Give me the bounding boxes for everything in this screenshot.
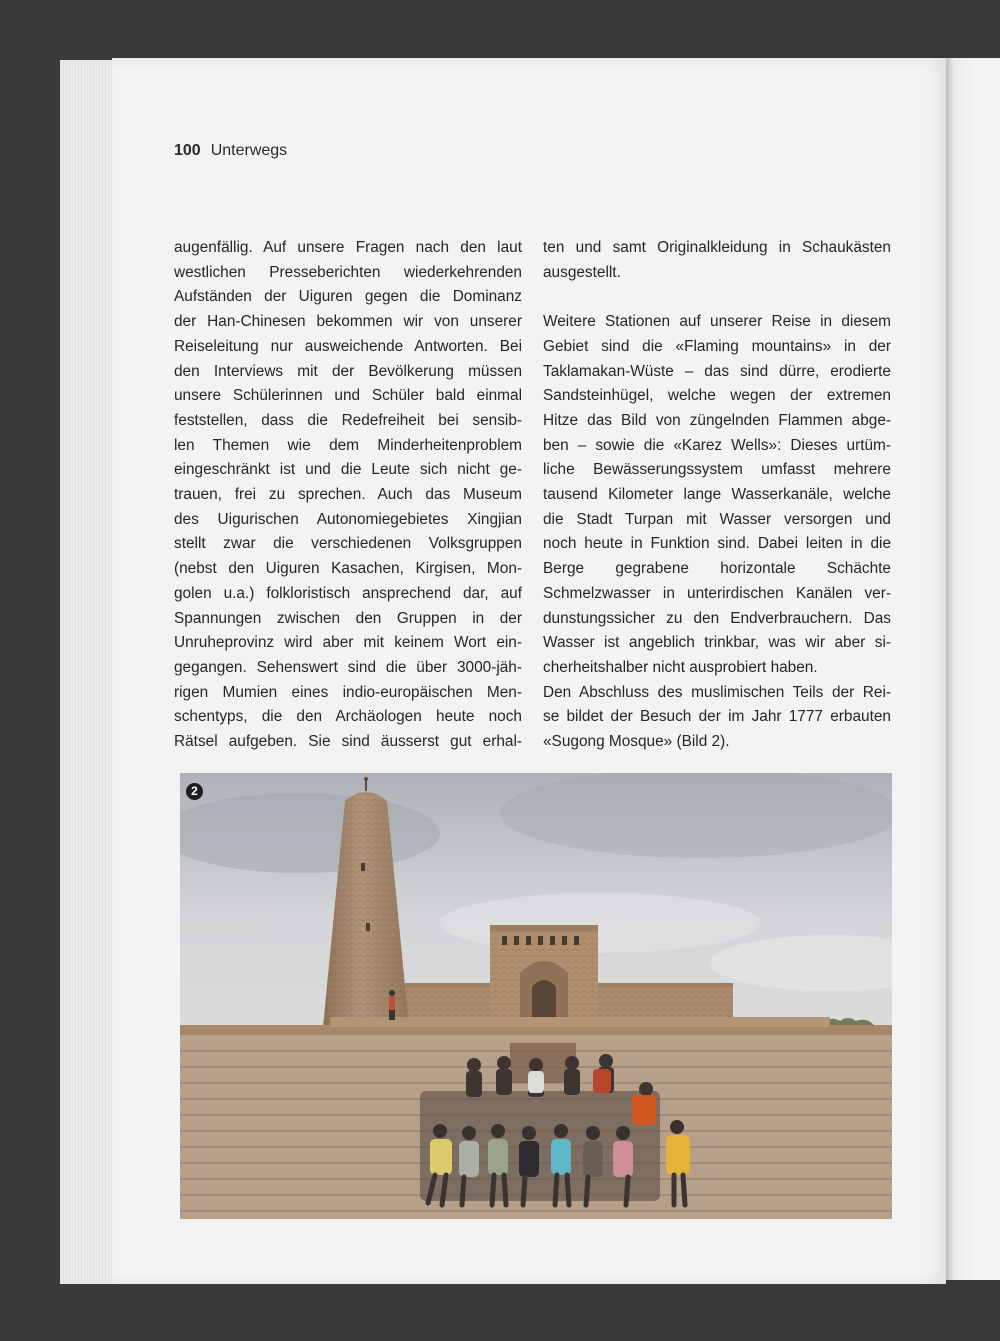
- section-title: Unterwegs: [210, 142, 288, 159]
- text-line: eingeschränkt ist und die Leute sich nicht ge-: [174, 461, 522, 479]
- text-line: feststellen, dass die Redefreiheit bei sensib-: [174, 411, 522, 429]
- page-edge-stack: [60, 60, 120, 1284]
- text-line: Gebiet sind die «Flaming mountains» in der: [543, 337, 891, 355]
- text-line: len Themen wie dem Minderheitenproblem: [174, 436, 522, 454]
- left-text-column: [174, 236, 522, 755]
- text-line: den Interviews mit der Bevölkerung müssen: [174, 362, 522, 380]
- text-line: ausgestellt.: [543, 263, 621, 281]
- text-line: westlichen Presseberichten wiederkehrenden: [174, 263, 522, 281]
- text-line: tausend Kilometer lange Wasserkanäle, welche: [543, 486, 891, 504]
- text-line: Berge gegrabene horizontale Schächte: [543, 560, 891, 578]
- text-line: stellt zwar die verschiedenen Volksgruppen: [174, 535, 522, 553]
- text-line: ben – sowie die «Karez Wells»: Dieses urtüm-: [543, 436, 891, 454]
- facing-page-edge: [946, 58, 1000, 1280]
- text-line: (nebst den Uiguren Kasachen, Kirgisen, Mon-: [174, 560, 522, 578]
- paragraph-gap: [543, 285, 891, 310]
- text-line: rigen Mumien eines indio-europäischen Men-: [174, 683, 522, 701]
- page-number: 100: [174, 142, 201, 159]
- text-line: gegangen. Sehenswert sind die über 3000-jäh-: [174, 658, 522, 676]
- mosque-photo: [180, 773, 892, 1219]
- text-line: der Han-Chinesen bekommen wir von unserer: [174, 313, 522, 331]
- text-line: noch heute in Funktion sind. Dabei leiten in die: [543, 535, 891, 553]
- text-line: schentyps, die den Archäologen heute noch: [174, 708, 522, 726]
- text-line: Schmelzwasser in unterirdischen Kanälen ver-: [543, 584, 891, 602]
- text-line: des Uigurischen Autonomiegebietes Xingjian: [174, 510, 522, 528]
- text-line: augenfällig. Auf unsere Fragen nach den laut: [174, 239, 522, 256]
- text-line: Taklamakan-Wüste – das sind dürre, erodierte: [543, 362, 891, 380]
- text-line: Spannungen zwischen den Gruppen in der: [174, 609, 522, 627]
- text-line: Unruheprovinz wird aber mit keinem Wort ein-: [174, 634, 522, 652]
- text-line: cherheitshalber nicht ausprobiert haben.: [543, 658, 818, 676]
- text-line: Reiseleitung nur ausweichende Antworten. Bei: [174, 337, 522, 355]
- text-line: dunstungssicher zu den Endverbrauchern. Das: [543, 609, 891, 627]
- running-header: [174, 142, 287, 160]
- text-line: trauen, frei zu sprechen. Auch das Museum: [174, 486, 522, 504]
- text-line: ten und samt Originalkleidung in Schaukästen: [543, 239, 891, 256]
- text-line: liche Bewässerungssystem umfasst mehrere: [543, 461, 891, 479]
- text-line: «Sugong Mosque» (Bild 2).: [543, 733, 730, 751]
- text-line: Wasser ist angeblich trinkbar, was wir aber si-: [543, 634, 891, 652]
- photo-illustration: [180, 773, 892, 1219]
- text-line: Weitere Stationen auf unserer Reise in diesem: [543, 313, 891, 331]
- right-text-column: [543, 236, 891, 755]
- text-line: Sandsteinhügel, welche wegen der extremen: [543, 387, 891, 405]
- figure-number-badge: 2: [186, 783, 203, 800]
- text-line: Den Abschluss des muslimischen Teils der Rei-: [543, 683, 891, 701]
- text-line: golen u.a.) folkloristisch ansprechend dar, auf: [174, 584, 522, 602]
- text-line: die Stadt Turpan mit Wasser versorgen und: [543, 510, 891, 528]
- text-line: Hitze das Bild von züngelnden Flammen abge-: [543, 411, 891, 429]
- text-line: Aufständen der Uiguren gegen die Dominanz: [174, 288, 522, 306]
- lone-figure: [389, 990, 395, 1020]
- text-line: unsere Schülerinnen und Schüler bald einmal: [174, 387, 522, 405]
- text-line: Rätsel aufgeben. Sie sind äusserst gut erhal-: [174, 733, 522, 751]
- text-line: se bildet der Besuch der im Jahr 1777 erbauten: [543, 708, 891, 726]
